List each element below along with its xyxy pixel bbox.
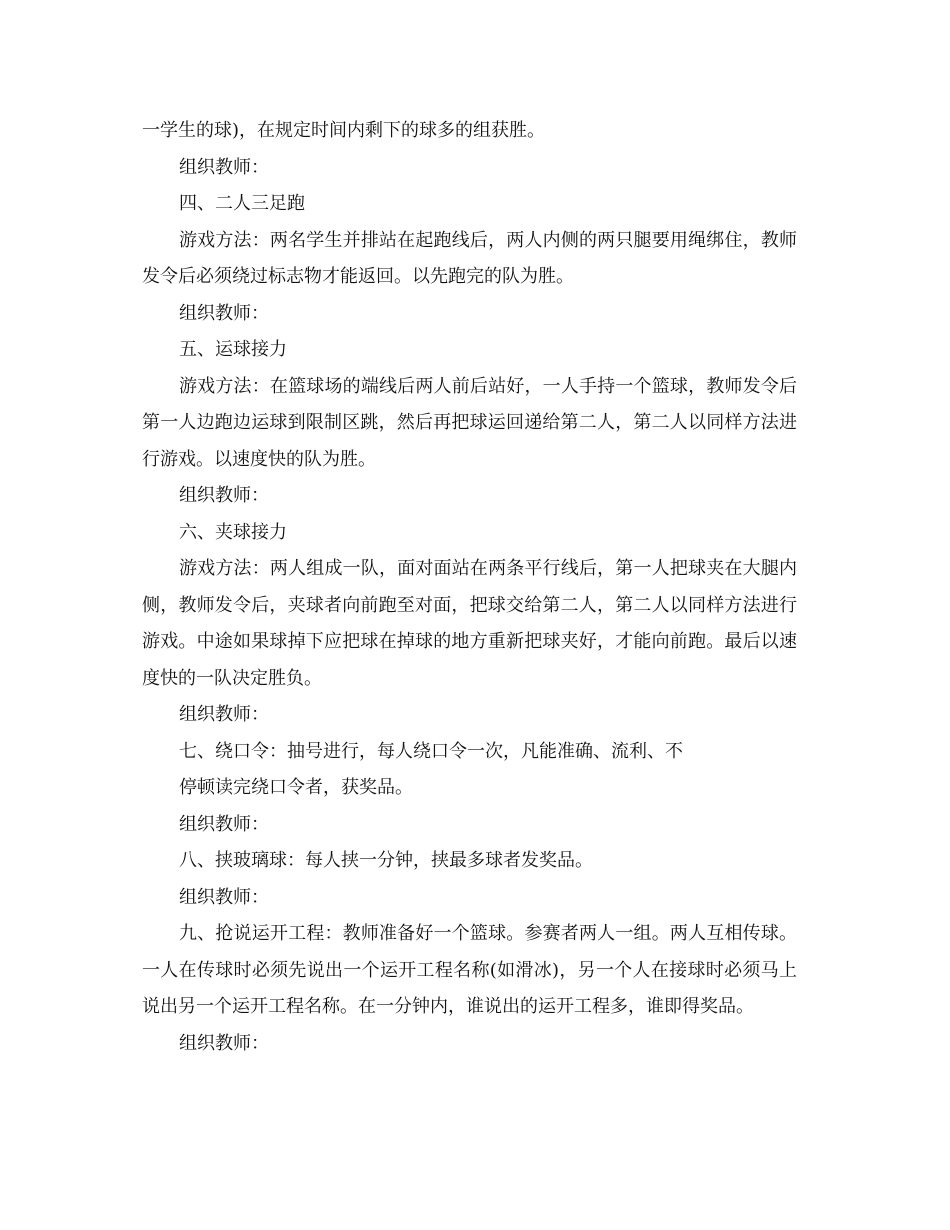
paragraph-ball-game-result: 一学生的球)，在规定时间内剩下的球多的组获胜。 <box>142 120 546 141</box>
heading-sports-naming: 九、抢说运开工程：教师准备好一个篮球。参赛者两人一组。两人互相传球。一人在传球时必须先说出一个运开工程名称(如滑冰)，另一个人在接球时必须马上说出另一个运开工程名称。在一分钟内，谁说出的运开工程多，谁即得奖品。 <box>142 923 797 1017</box>
paragraph-tongue-twister-cont: 停顿读完绕口令者，获奖品。 <box>179 777 413 798</box>
heading-clamp-ball-relay: 六、夹球接力 <box>179 521 287 543</box>
paragraph-organizer-5: 组织教师： <box>179 813 269 835</box>
paragraph-dribble-relay-method: 游戏方法：在篮球场的端线后两人前后站好，一人手持一个篮球，教师发令后第一人边跑边运球到限制区跳，然后再把球运回递给第二人，第二人以同样方法进行游戏。以速度快的队为胜。 <box>142 375 797 470</box>
paragraph-three-legged-race-method: 游戏方法：两名学生并排站在起跑线后，两人内侧的两只腿要用绳绑住，教师发令后必须绕过标志物才能返回。以先跑完的队为胜。 <box>142 229 797 287</box>
heading-dribble-relay: 五、运球接力 <box>179 339 287 360</box>
paragraph-organizer-1: 组织教师： <box>179 156 269 178</box>
paragraph-organizer-4: 组织教师： <box>179 704 269 725</box>
paragraph-organizer-2: 组织教师： <box>179 302 269 324</box>
paragraph-clamp-ball-relay-method: 游戏方法：两人组成一队，面对面站在两条平行线后，第一人把球夹在大腿内侧，教师发令后，夹球者向前跑至对面，把球交给第二人，第二人以同样方法进行游戏。中途如果球掉下应把球在掉球的地方重新把球夹好，才能向前跑。最后以速度快的一队决定胜负。 <box>142 558 797 689</box>
paragraph-organizer-3: 组织教师： <box>179 485 269 506</box>
heading-tongue-twister: 七、绕口令：抽号进行，每人绕口令一次，凡能准确、流利、不 <box>179 740 683 762</box>
paragraph-organizer-7: 组织教师： <box>179 1032 269 1054</box>
paragraph-organizer-6: 组织教师： <box>179 886 269 908</box>
heading-three-legged-race: 四、二人三足跑 <box>179 193 305 214</box>
document-body <box>142 113 797 1062</box>
heading-marble-pick: 八、挟玻璃球：每人挟一分钟，挟最多球者发奖品。 <box>179 850 593 871</box>
